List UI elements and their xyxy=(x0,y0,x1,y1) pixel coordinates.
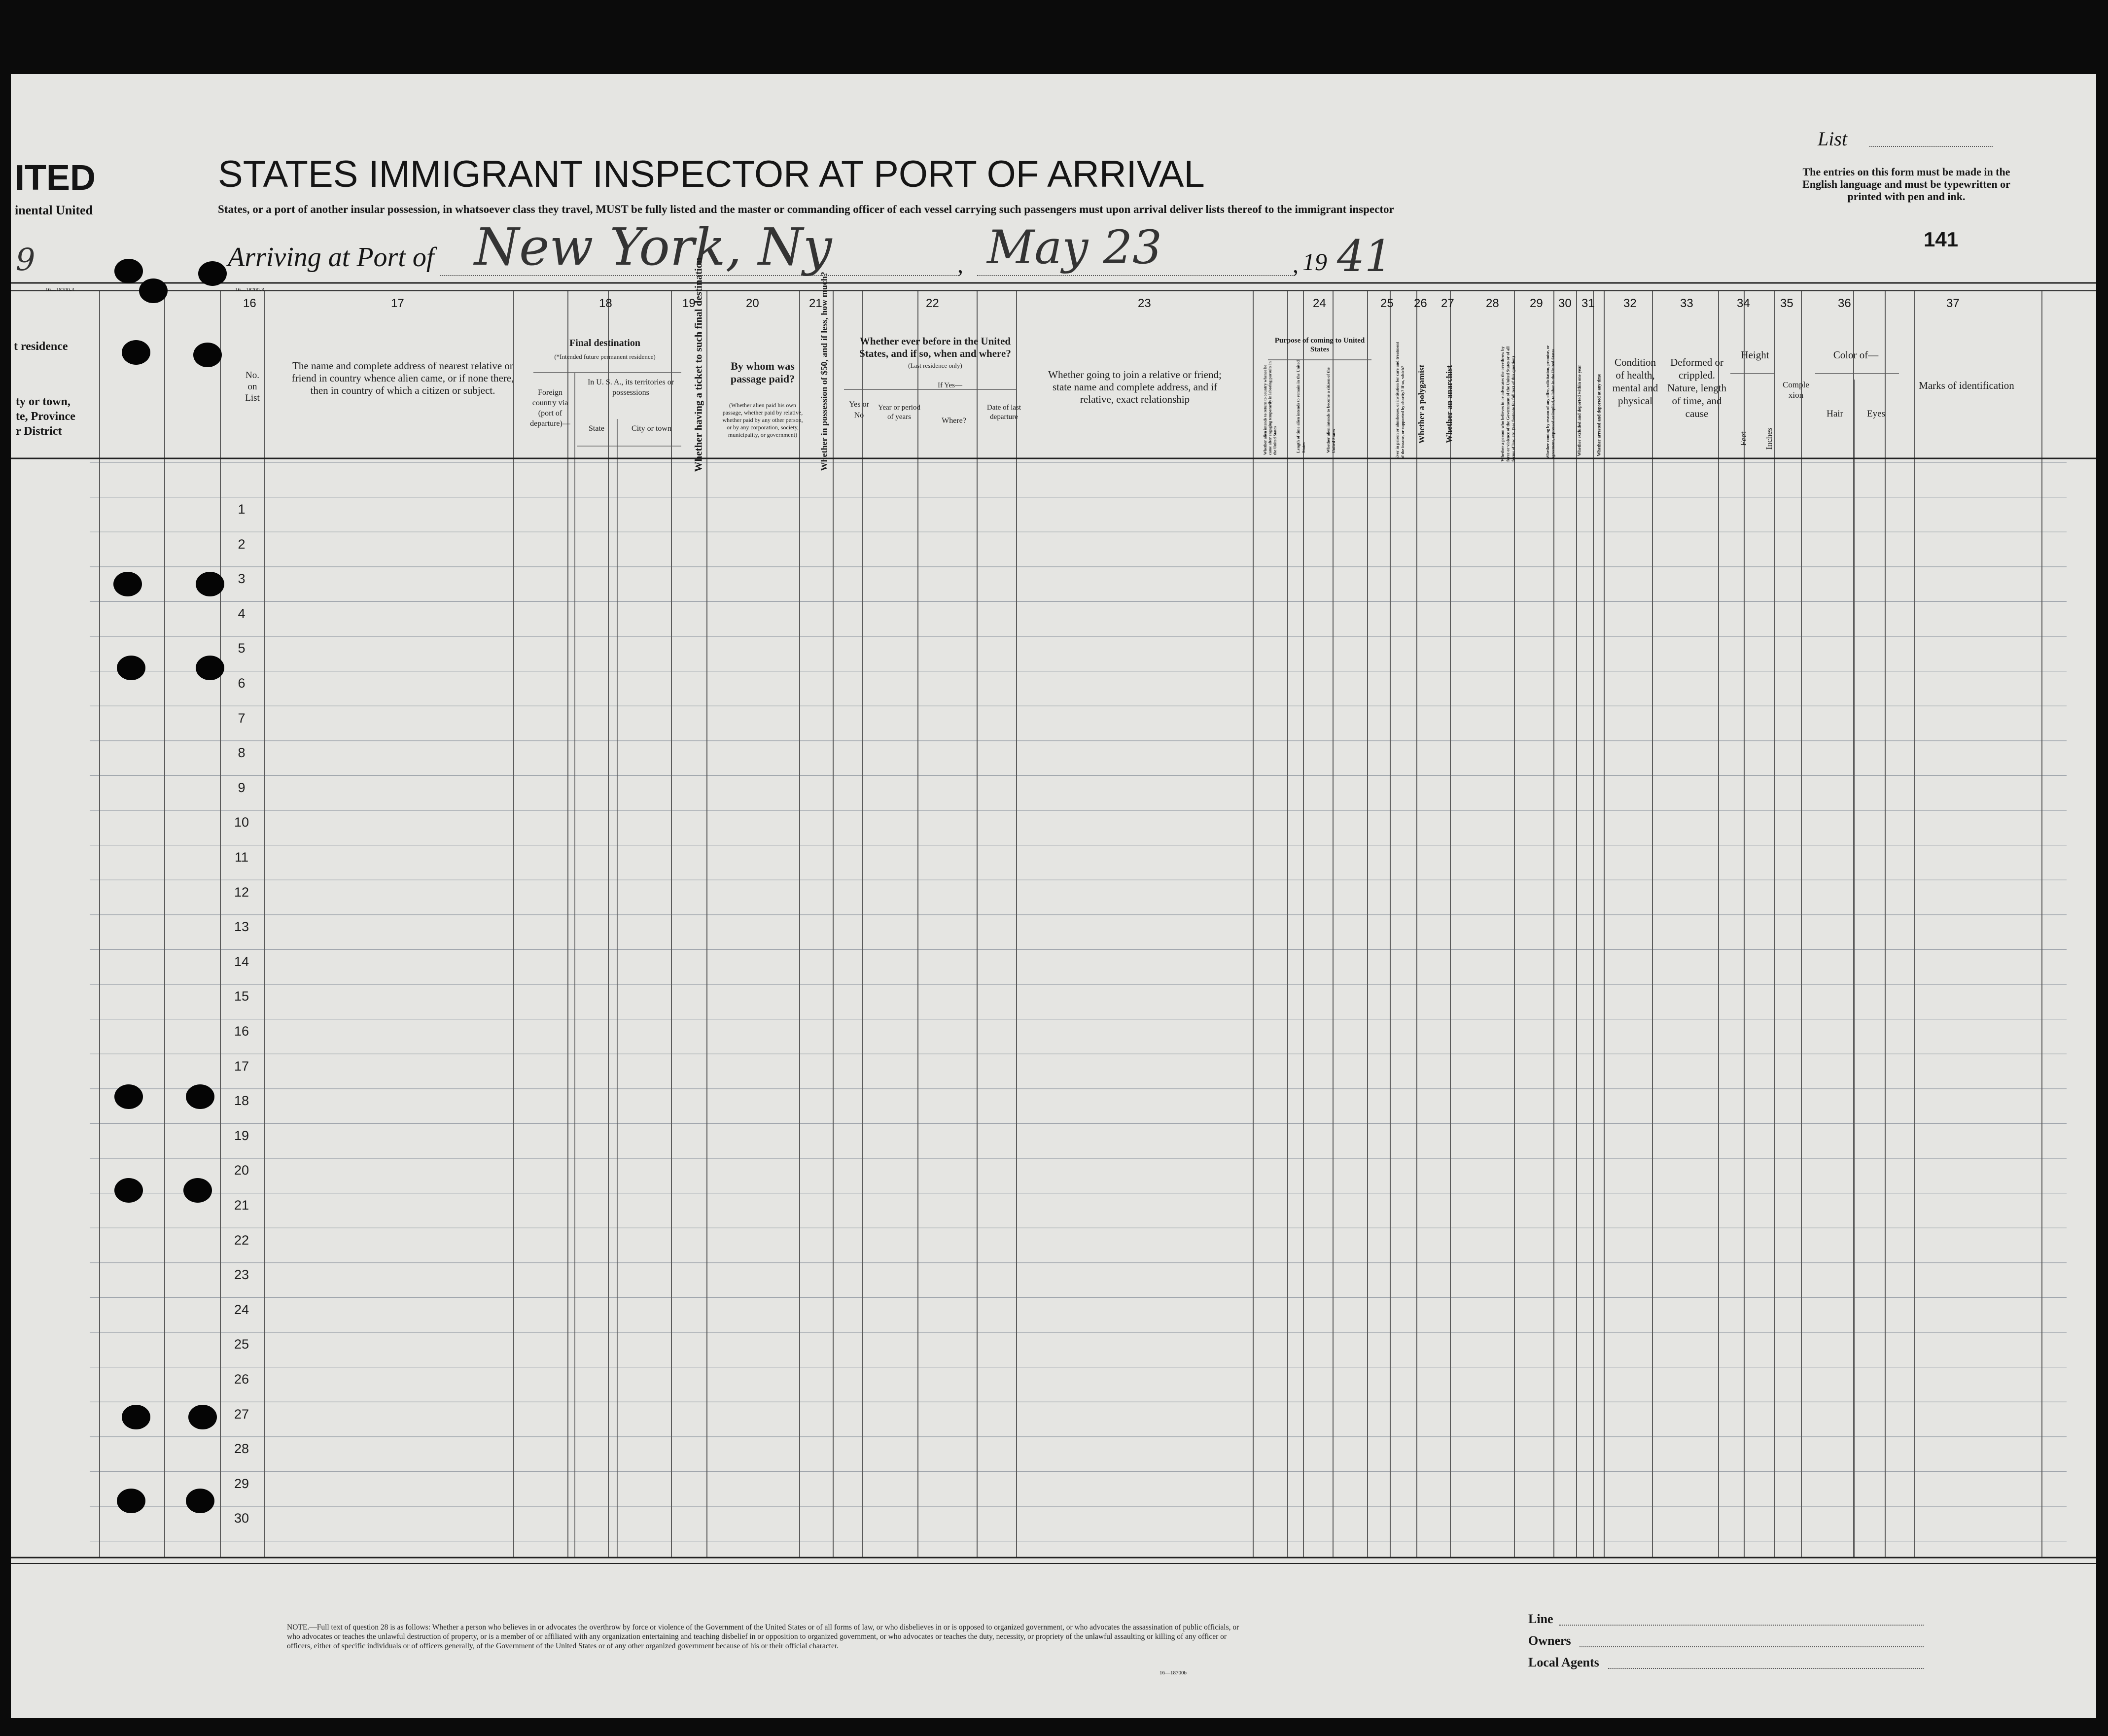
col18-subheader: (*Intended future permanent residence) xyxy=(554,353,656,360)
row-number: 7 xyxy=(238,710,246,726)
col16-header: No. on List xyxy=(245,370,260,403)
column-number: 35 xyxy=(1780,297,1793,310)
col20-subheader: (Whether alien paid his own passage, whether paid by relative, whether paid by any other person, or by any corporation, society, municipality, or government) xyxy=(722,402,803,438)
row-number: 28 xyxy=(234,1441,249,1457)
col22-year: Year or period of years xyxy=(878,404,920,421)
column-number: 31 xyxy=(1581,297,1595,310)
col31-header: Whether arrested and deported at any time xyxy=(1596,374,1602,456)
row-number: 6 xyxy=(238,676,246,691)
row-number: 4 xyxy=(238,606,246,621)
owners-label: Owners xyxy=(1528,1633,1571,1648)
punch-hole xyxy=(114,1178,143,1203)
year-value: 41 xyxy=(1337,231,1392,281)
column-number: 16 xyxy=(243,297,256,310)
punch-hole xyxy=(122,340,150,365)
col19-header: Whether having a ticket to such final destination xyxy=(692,257,704,472)
punch-hole xyxy=(186,1084,214,1109)
column-number: 19 xyxy=(682,297,696,310)
col34-header: Height xyxy=(1741,349,1769,361)
form-title: STATES IMMIGRANT INSPECTOR AT PORT OF ARRIVAL xyxy=(218,153,1205,195)
col22-header: Whether ever before in the United States, and if so, when and where? xyxy=(859,335,1011,359)
col35-header: Complexion xyxy=(1783,380,1809,400)
col33-header: Deformed or crippled. Nature, length of time, and cause xyxy=(1667,356,1727,419)
page-number: 141 xyxy=(1924,228,1959,251)
footnote-question-28: NOTE.—Full text of question 28 is as follows: Whether a person who believes in or advocates the overthrow by force or violence of the Government of the United States or of all forms of law, or who disbelieves in or is opposed to organized government, or who advocates the assassination of public officials, or who advocates or teaches the unlawful destruction of property, or is a member of or affiliated with any organization entertaining and teaching disbelief in or opposition to organized government, or who advocates or teaches the duty, necessity, or propriety of the unlawful assaulting or killing of any officer or officers, either of specific individuals or of officers generally, of the Government of the United States or of any other organized government because of his or their official character. xyxy=(287,1623,1239,1650)
col27-header: Whether an anarchist xyxy=(1444,365,1454,444)
column-number: 18 xyxy=(599,297,612,310)
col28-header: Whether a person who believes in or advocates the overthrow by force or violence of the Government of the United States or of all forms of law, etc. (See footnote for full text of this question) xyxy=(1500,346,1516,462)
col22-date: Date of last departure xyxy=(986,404,1021,421)
column-number: 23 xyxy=(1138,297,1151,310)
row-number: 9 xyxy=(238,780,246,795)
row-number: 14 xyxy=(234,954,249,969)
row-number: 21 xyxy=(234,1198,249,1213)
col29-header: Whether coming by reason of any offer, solicitation, promise, or agreement, expressed or implied, to labor in the United States xyxy=(1545,345,1555,459)
col24-length: Length of time alien intends to remain in the United States xyxy=(1296,360,1306,453)
left-line2-fragment: inental United xyxy=(15,203,93,217)
col18-header: Final destination xyxy=(569,338,640,348)
left-title-fragment: ITED xyxy=(15,158,96,198)
row-number: 25 xyxy=(234,1337,249,1352)
punch-hole xyxy=(183,1178,212,1203)
punch-hole xyxy=(122,1405,150,1429)
column-number: 17 xyxy=(391,297,404,310)
column-number: 27 xyxy=(1441,297,1454,310)
col24-header: Purpose of coming to United States xyxy=(1274,337,1365,353)
form-code-right: 16—18700-3 xyxy=(235,287,264,293)
column-number: 20 xyxy=(746,297,759,310)
row-number: 26 xyxy=(234,1372,249,1387)
row-number: 30 xyxy=(234,1511,249,1526)
comma-1: , xyxy=(957,252,963,278)
col17-header: The name and complete address of nearest relative or friend in country whence alien came, or if none there, then in country of which a citizen or subject. xyxy=(291,360,514,396)
year-prefix: 19 xyxy=(1302,248,1327,276)
punch-hole xyxy=(198,261,227,286)
column-number: 24 xyxy=(1313,297,1326,310)
local-agents-field xyxy=(1608,1668,1924,1669)
column-number: 22 xyxy=(926,297,939,310)
punch-hole xyxy=(117,656,145,680)
col18-usa: In U. S. A., its territories or possessions xyxy=(587,378,674,397)
row-number: 17 xyxy=(234,1058,249,1074)
col30-header: Whether excluded and deported within one year xyxy=(1577,365,1582,456)
left-district-fragment: ty or town, te, Province r District xyxy=(16,395,75,438)
punch-hole xyxy=(196,656,224,680)
row-number: 18 xyxy=(234,1093,249,1109)
punch-hole xyxy=(193,343,222,367)
column-number: 28 xyxy=(1486,297,1499,310)
column-number: 29 xyxy=(1530,297,1543,310)
col18-foreign: Foreign country via (port of departure)— xyxy=(530,388,570,428)
left-year-fragment: 9 xyxy=(16,242,35,278)
row-number: 3 xyxy=(238,571,246,587)
form-code-left: 16—18700-3 xyxy=(45,287,74,293)
col24-citizen: Whether alien intends to become a citizen of the United States xyxy=(1326,367,1336,453)
col34-feet: Feet xyxy=(1739,431,1748,446)
column-number: 25 xyxy=(1380,297,1394,310)
row-number: 24 xyxy=(234,1302,249,1317)
column-number: 32 xyxy=(1623,297,1637,310)
col32-header: Condition of health, mental and physical xyxy=(1612,356,1658,407)
manifest-page xyxy=(11,74,2096,1718)
row-number: 13 xyxy=(234,919,249,935)
row-number: 12 xyxy=(234,884,249,900)
column-number: 37 xyxy=(1946,297,1960,310)
owners-field xyxy=(1580,1646,1924,1647)
col22-ifyes: If Yes— xyxy=(937,382,962,389)
punch-hole xyxy=(188,1405,217,1429)
row-number: 5 xyxy=(238,641,246,656)
col18-city: City or town xyxy=(632,424,671,433)
row-number: 8 xyxy=(238,745,246,761)
col24-return: Whether alien intends to return to country whence he came after engaging temporarily in laboring pursuits in the United States xyxy=(1263,361,1277,455)
col22-subheader: (Last residence only) xyxy=(908,362,962,369)
punch-hole xyxy=(139,278,168,303)
punch-hole xyxy=(186,1489,214,1513)
col37-header: Marks of identification xyxy=(1919,380,2014,391)
punch-hole xyxy=(113,572,142,596)
row-number: 20 xyxy=(234,1163,249,1178)
col36-header: Color of— xyxy=(1833,349,1879,361)
row-number: 15 xyxy=(234,989,249,1004)
col25-header: Ever in prison or almshouse, or institution for care and treatment of the insane, or supported by charity? If so, which? xyxy=(1395,342,1405,459)
row-number: 19 xyxy=(234,1128,249,1143)
row-number: 29 xyxy=(234,1476,249,1491)
col23-header: Whether going to join a relative or friend; state name and complete address, and if relative, exact relationship xyxy=(1048,369,1222,405)
punch-hole xyxy=(117,1489,145,1513)
col18-state: State xyxy=(589,424,604,433)
form-subtitle: States, or a port of another insular possession, in whatsoever class they travel, MUST be fully listed and the master or commanding officer of each vessel carrying such passengers must upon arrival deliver lists thereof to the immigrant inspector xyxy=(218,203,1394,215)
left-residence-fragment: t residence xyxy=(14,340,68,353)
column-number: 36 xyxy=(1838,297,1851,310)
line-field xyxy=(1559,1625,1924,1626)
comma-2: , xyxy=(1293,252,1299,278)
col36-hair: Hair xyxy=(1827,409,1843,419)
col36-eyes: Eyes xyxy=(1867,409,1885,419)
arriving-label: Arriving at Port of xyxy=(228,242,434,273)
column-number: 26 xyxy=(1414,297,1427,310)
col22-where: Where? xyxy=(942,417,966,425)
punch-hole xyxy=(196,572,224,596)
column-number: 33 xyxy=(1680,297,1693,310)
col20-header: By whom was passage paid? xyxy=(730,360,795,385)
local-agents-label: Local Agents xyxy=(1528,1655,1599,1669)
row-number: 16 xyxy=(234,1024,249,1039)
date-value: May 23 xyxy=(987,221,1162,275)
column-number: 34 xyxy=(1737,297,1750,310)
column-number: 30 xyxy=(1558,297,1572,310)
row-number: 23 xyxy=(234,1267,249,1283)
row-number: 1 xyxy=(238,502,246,517)
port-value: New York, Ny xyxy=(474,217,832,277)
row-number: 2 xyxy=(238,536,246,552)
list-label: List xyxy=(1818,128,1848,150)
manifest-grid xyxy=(11,74,2096,1718)
footnote-code: 16—18700b xyxy=(1159,1670,1187,1676)
form-instructions: The entries on this form must be made in the English language and must be typewritten or printed with pen and ink. xyxy=(1802,166,2010,203)
column-number: 21 xyxy=(809,297,822,310)
row-number: 22 xyxy=(234,1232,249,1248)
col21-header: Whether in possession of $50, and if less, how much? xyxy=(819,272,829,471)
punch-hole xyxy=(114,1084,143,1109)
row-number: 27 xyxy=(234,1406,249,1422)
row-number: 11 xyxy=(234,850,249,865)
col34-inches: Inches xyxy=(1764,427,1774,450)
line-label: Line xyxy=(1528,1612,1553,1626)
row-number: 10 xyxy=(234,815,249,830)
col22-yesno: Yes or No xyxy=(849,400,869,419)
punch-hole xyxy=(114,259,143,283)
col26-header: Whether a polygamist xyxy=(1417,364,1426,444)
